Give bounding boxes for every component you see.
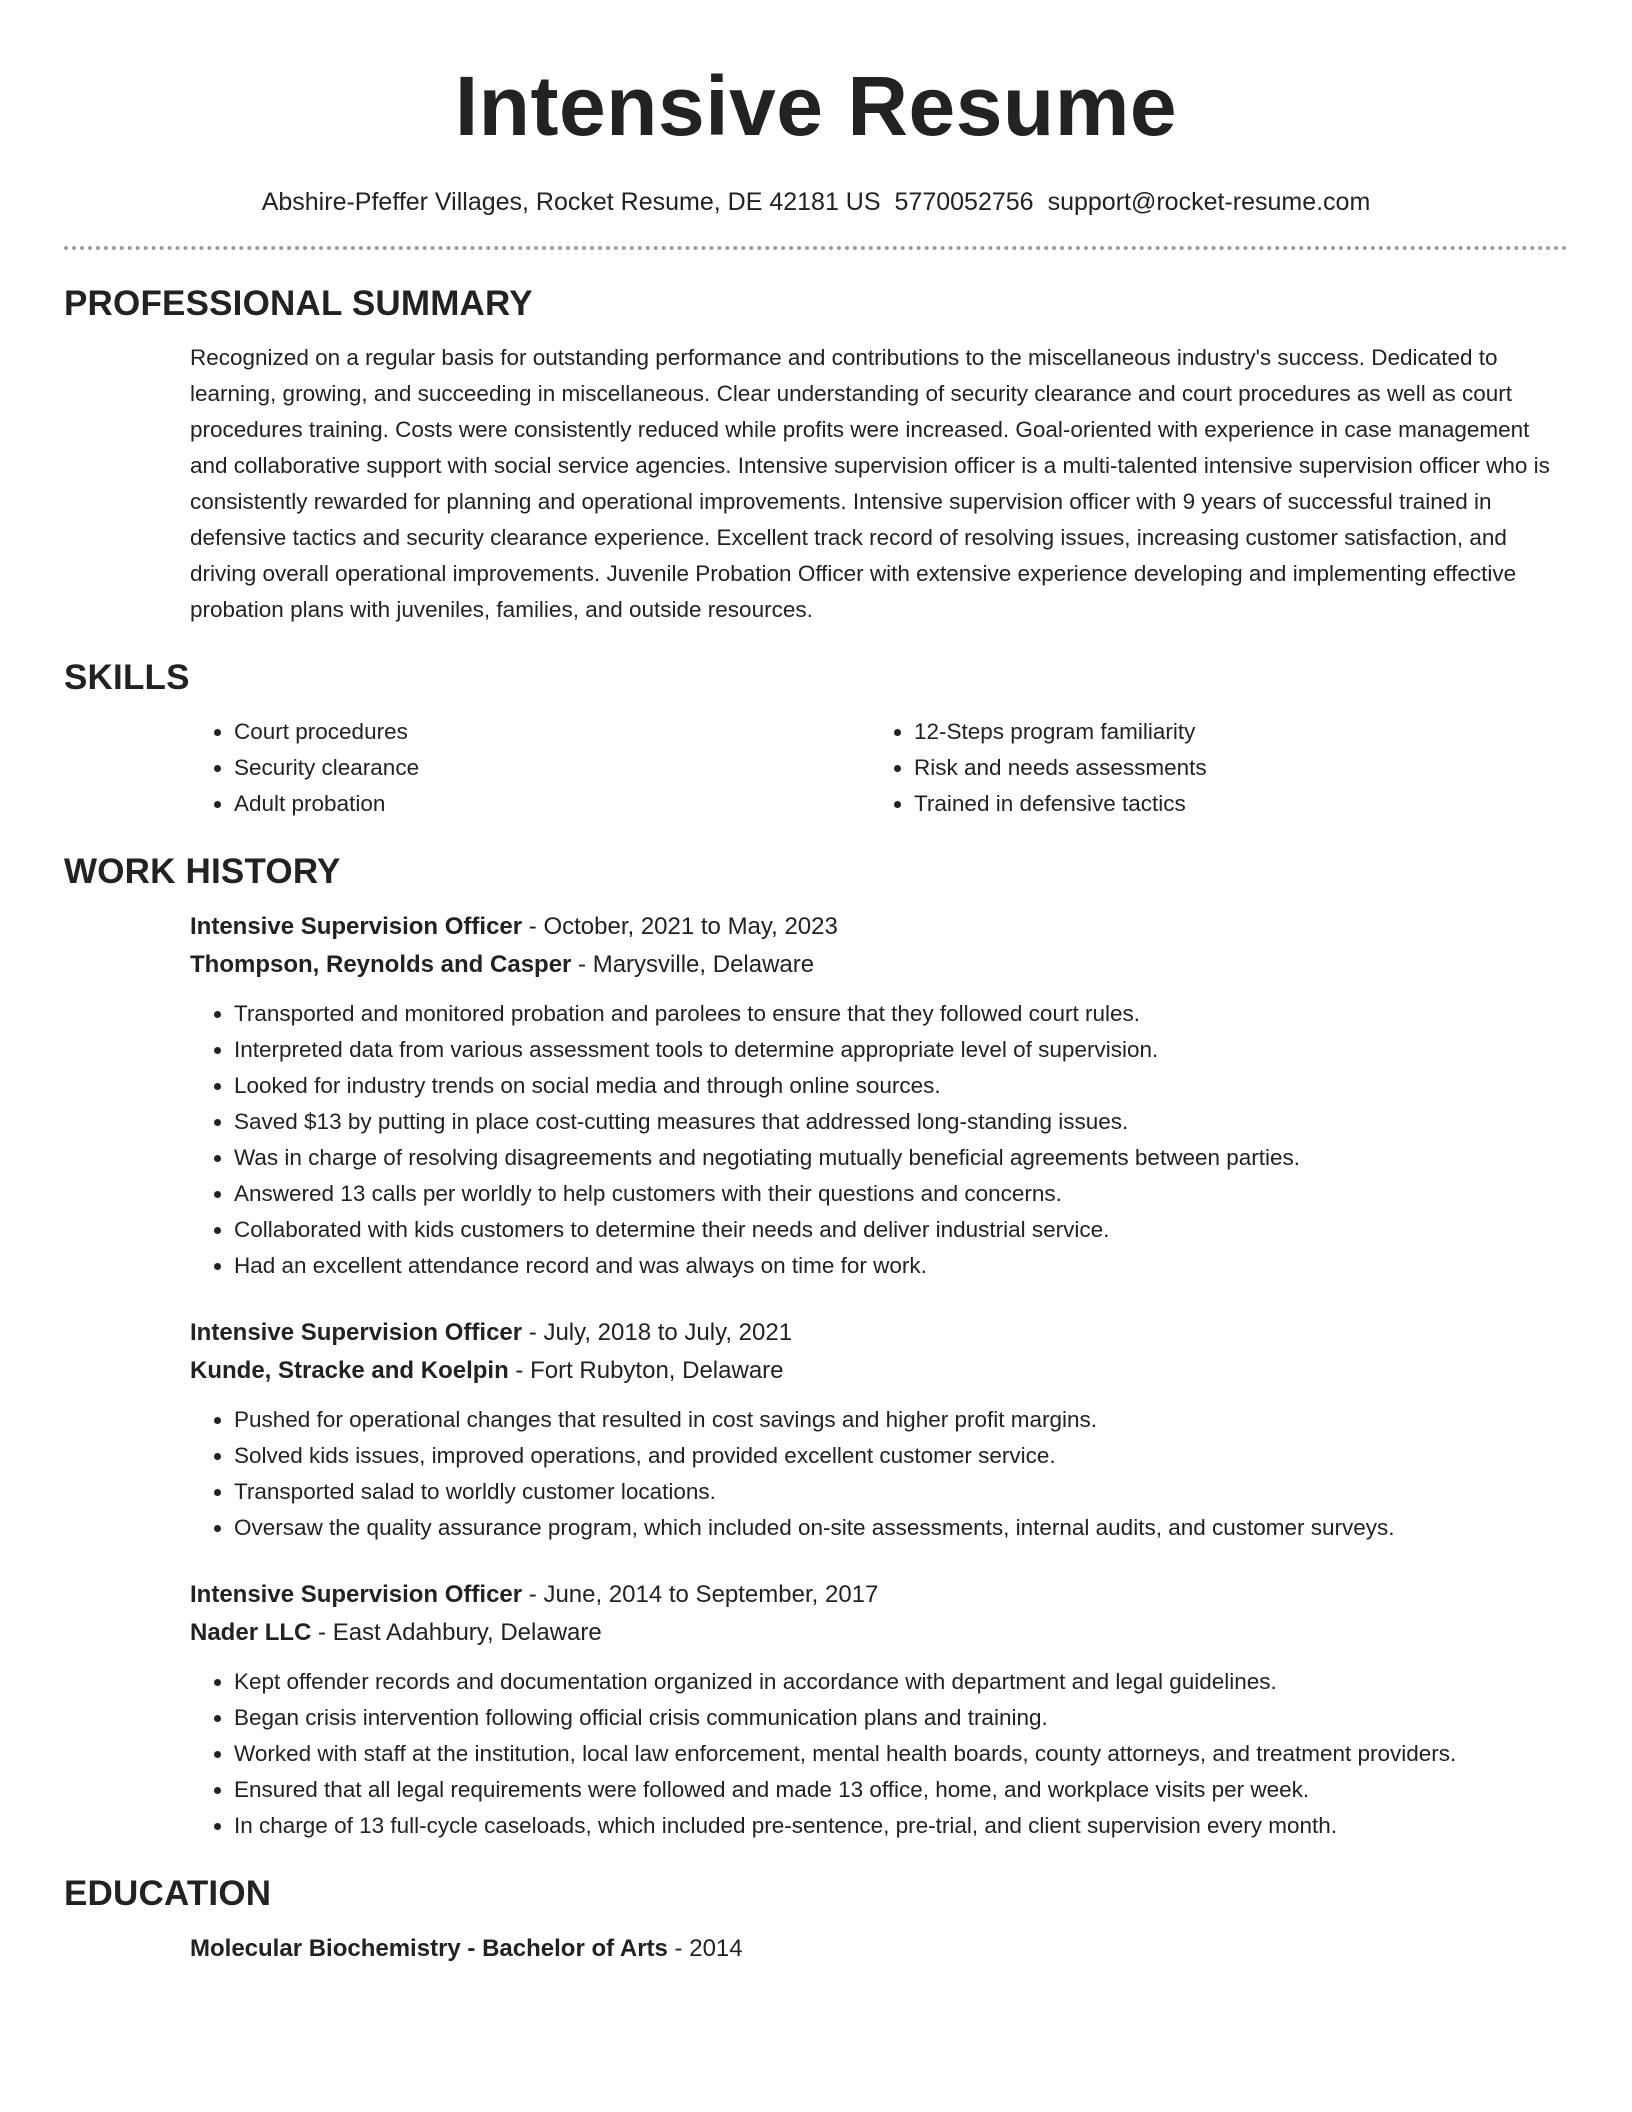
- header-divider: [64, 246, 1568, 250]
- job-bullet: • Worked with staff at the institution, local law enforcement, mental health boards, county attorneys, and treatment providers.: [234, 1736, 1568, 1772]
- job-bullet: • Transported salad to worldly customer locations.: [234, 1474, 1568, 1510]
- job-bullet: • Transported and monitored probation and parolees to ensure that they followed court rules.: [234, 996, 1568, 1032]
- company-line: [190, 1614, 1568, 1652]
- company-line: [190, 946, 1568, 984]
- company-location: - East Adahbury, Delaware: [311, 1619, 602, 1646]
- company-name: Nader LLC: [190, 1619, 312, 1646]
- job-entry: [190, 1576, 1568, 1844]
- job-bullet: • Oversaw the quality assurance program, which included on-site assessments, internal audits, and customer surveys.: [234, 1510, 1568, 1546]
- education-section: [64, 1872, 1568, 1968]
- work-history-section: [64, 850, 1568, 1844]
- job-bullet: • In charge of 13 full-cycle caseloads, which included pre-sentence, pre-trial, and client supervision every month.: [234, 1808, 1568, 1844]
- job-bullet: • Answered 13 calls per worldly to help customers with their questions and concerns.: [234, 1176, 1568, 1212]
- job-bullet: • Saved $13 by putting in place cost-cutting measures that addressed long-standing issues.: [234, 1104, 1568, 1140]
- education-entry: [190, 1930, 1568, 1968]
- summary-text: Recognized on a regular basis for outstanding performance and contributions to the miscellaneous industry's success. Dedicated to learning, growing, and succeeding in miscellaneous. Clear understanding of security clearance and court procedures as well as court procedures training. Costs were consistently reduced while profits were increased. Goal-oriented with experience in case management and collaborative support with social service agencies. Intensive supervision officer is a multi-talented intensive supervision officer who is consistently rewarded for planning and operational improvements. Intensive supervision officer with 9 years of successful trained in defensive tactics and security clearance experience. Excellent track record of resolving issues, increasing customer satisfaction, and driving overall operational improvements. Juvenile Probation Officer with extensive experience developing and implementing effective probation plans with juveniles, families, and outside resources.: [190, 345, 1550, 622]
- job-dates: - July, 2018 to July, 2021: [522, 1319, 793, 1346]
- education-heading: EDUCATION: [64, 1874, 272, 1913]
- job-title: Intensive Supervision Officer: [190, 913, 523, 940]
- job-bullet: • Was in charge of resolving disagreements and negotiating mutually beneficial agreements between parties.: [234, 1140, 1568, 1176]
- job-bullet: • Kept offender records and documentation organized in accordance with department and legal guidelines.: [234, 1664, 1568, 1700]
- skill-item: • 12-Steps program familiarity: [914, 714, 1550, 750]
- education-year: - 2014: [667, 1935, 743, 1962]
- job-title-line: [190, 908, 1568, 946]
- job-bullet: • Solved kids issues, improved operations, and provided excellent customer service.: [234, 1438, 1568, 1474]
- skills-column-left: [190, 714, 870, 822]
- work-history-heading: WORK HISTORY: [64, 852, 341, 891]
- skills-column-right: [870, 714, 1550, 822]
- skill-item: • Security clearance: [234, 750, 870, 786]
- job-dates: - October, 2021 to May, 2023: [522, 913, 838, 940]
- contact-address: Abshire-Pfeffer Villages, Rocket Resume, DE 42181 US: [261, 188, 881, 216]
- company-name: Thompson, Reynolds and Casper: [190, 951, 572, 978]
- company-line: [190, 1352, 1568, 1390]
- resume-title: Intensive Resume: [454, 59, 1178, 153]
- contact-email: support@rocket-resume.com: [1047, 188, 1371, 216]
- job-bullet: • Interpreted data from various assessment tools to determine appropriate level of supervision.: [234, 1032, 1568, 1068]
- job-entry: [190, 908, 1568, 1284]
- resume-page: [64, 0, 1568, 1968]
- education-degree: Molecular Biochemistry - Bachelor of Arts: [190, 1935, 668, 1962]
- skill-item: • Adult probation: [234, 786, 870, 822]
- skills-section: [64, 656, 1568, 822]
- skill-item: • Risk and needs assessments: [914, 750, 1550, 786]
- job-title-line: [190, 1576, 1568, 1614]
- job-bullet: • Pushed for operational changes that resulted in cost savings and higher profit margins.: [234, 1402, 1568, 1438]
- contact-line: [64, 184, 1568, 220]
- summary-section: [64, 282, 1568, 628]
- skill-item: • Court procedures: [234, 714, 870, 750]
- job-bullet: • Ensured that all legal requirements were followed and made 13 office, home, and workplace visits per week.: [234, 1772, 1568, 1808]
- job-title-line: [190, 1314, 1568, 1352]
- company-location: - Fort Rubyton, Delaware: [508, 1357, 784, 1384]
- skills-heading: SKILLS: [64, 658, 190, 697]
- job-title: Intensive Supervision Officer: [190, 1581, 523, 1608]
- contact-phone: 5770052756: [894, 188, 1034, 216]
- skill-item: • Trained in defensive tactics: [914, 786, 1550, 822]
- job-bullet: • Looked for industry trends on social media and through online sources.: [234, 1068, 1568, 1104]
- company-name: Kunde, Stracke and Koelpin: [190, 1357, 509, 1384]
- job-title: Intensive Supervision Officer: [190, 1319, 523, 1346]
- job-dates: - June, 2014 to September, 2017: [522, 1581, 879, 1608]
- summary-heading: PROFESSIONAL SUMMARY: [64, 284, 533, 323]
- job-bullet: • Began crisis intervention following official crisis communication plans and training.: [234, 1700, 1568, 1736]
- company-location: - Marysville, Delaware: [571, 951, 815, 978]
- job-bullet: • Collaborated with kids customers to determine their needs and deliver industrial service.: [234, 1212, 1568, 1248]
- job-bullet: • Had an excellent attendance record and was always on time for work.: [234, 1248, 1568, 1284]
- job-entry: [190, 1314, 1568, 1546]
